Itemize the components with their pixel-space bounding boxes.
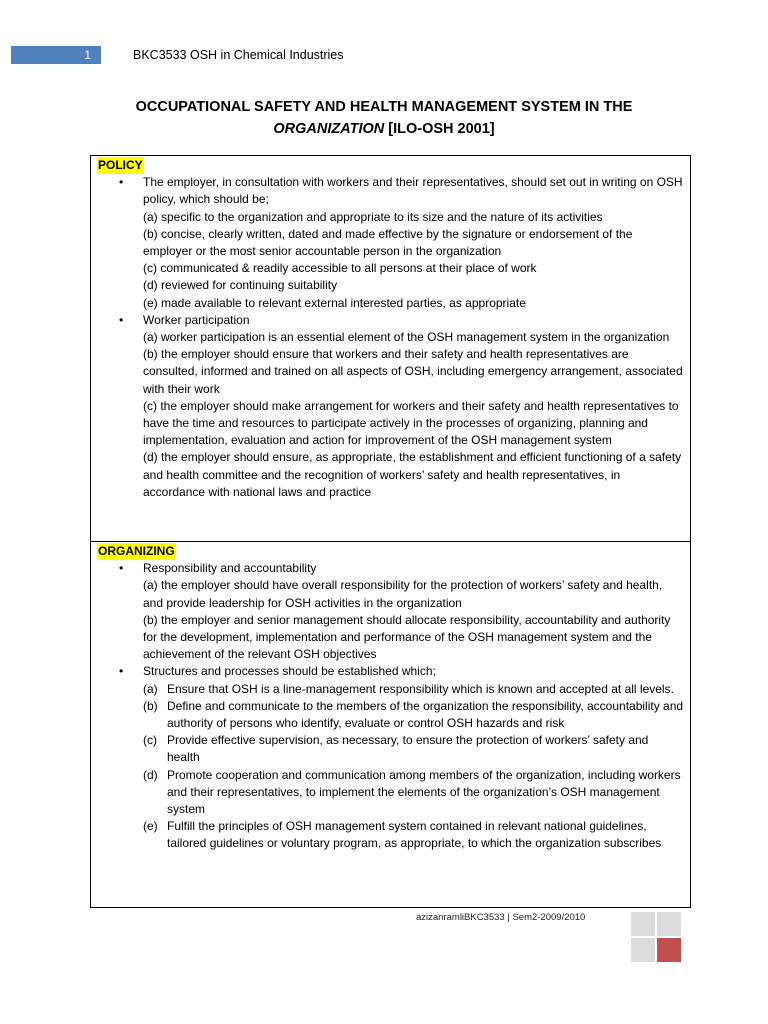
list-letter: (e) [143, 819, 158, 834]
organizing-item-text: Fulfill the principles of OSH management system contained in relevant national guidelines, tailored guidelines or voluntary program, as appropriate, to which the organization subscribes [167, 819, 662, 851]
organizing-label: ORGANIZING [97, 543, 176, 560]
bullet-icon: • [119, 664, 124, 679]
policy-section [91, 156, 690, 542]
organizing-text: Responsibility and accountability [143, 561, 317, 576]
list-item [143, 681, 684, 698]
policy-text: (a) worker participation is an essential element of the OSH management system in the organization [143, 330, 670, 345]
header-course-title: BKC3533 OSH in Chemical Industries [133, 48, 344, 62]
list-item [97, 312, 684, 501]
footer-decor-square [657, 912, 681, 936]
content-table [90, 155, 691, 908]
list-letter: (c) [143, 733, 157, 748]
organizing-text: (a) the employer should have overall responsibility for the protection of workers’ safety and health, and provide leadership for OSH activities in the organization [143, 578, 663, 610]
policy-text: (d) the employer should ensure, as appropriate, the establishment and efficient functioning of a safety and health committee and the recognition of workers’ safety and health representatives, in accordance with national laws and practice [143, 450, 682, 499]
footer-decor-square-red [657, 938, 681, 962]
organizing-bullet-list [97, 560, 684, 852]
title-line-2-rest: [ILO-OSH 2001] [384, 121, 495, 137]
organizing-item-text: Provide effective supervision, as necessary, to ensure the protection of workers’ safety and health [167, 733, 649, 765]
list-letter: (a) [143, 681, 158, 696]
policy-text: (d) reviewed for continuing suitability [143, 278, 338, 293]
list-item [97, 174, 684, 312]
organizing-intro: Structures and processes should be established which; [143, 664, 436, 679]
policy-text: (c) communicated & readily accessible to all persons at their place of work [143, 261, 537, 276]
policy-text: (e) made available to relevant external interested parties, as appropriate [143, 295, 526, 310]
list-letter: (d) [143, 767, 158, 782]
page-number: 1 [84, 48, 91, 62]
policy-text: Worker participation [143, 312, 250, 327]
page-number-box [11, 46, 101, 64]
bullet-icon: • [119, 561, 124, 576]
list-item [97, 663, 684, 852]
list-item [143, 698, 684, 732]
bullet-icon: • [119, 312, 124, 327]
policy-text: (c) the employer should make arrangement for workers and their safety and health representatives to have the time and resources to participate actively in the processes of organizing, planning and implementation, evaluation and action for improvement of the OSH management system [143, 398, 679, 448]
policy-text: (b) concise, clearly written, dated and made effective by the signature or endorsement of the employer or the most senior accountable person in the organization [143, 226, 633, 259]
title-line-1: OCCUPATIONAL SAFETY AND HEALTH MANAGEMENT SYSTEM IN THE [135, 99, 633, 115]
policy-text: (a) specific to the organization and appropriate to its size and the nature of its activities [143, 209, 603, 224]
list-letter: (b) [143, 698, 158, 713]
policy-text: The employer, in consultation with workers and their representatives, should set out in writing on OSH policy, which should be; [143, 175, 683, 207]
organizing-item-text: Define and communicate to the members of the organization the responsibility, accountability and authority of persons who identify, evaluate or control OSH hazards and risk [167, 698, 684, 731]
policy-text: (b) the employer should ensure that workers and their safety and health representatives are consulted, informed and trained on all aspects of OSH, including emergency arrangement, associated with their work [143, 347, 683, 396]
organizing-item-text: Ensure that OSH is a line-management responsibility which is known and accepted at all levels. [167, 681, 674, 696]
title-italic-word: ORGANIZATION [273, 121, 385, 137]
list-item [143, 767, 684, 819]
organizing-lettered-list [143, 681, 684, 853]
footer-decor-square [631, 938, 655, 962]
list-item [97, 560, 684, 663]
organizing-text: (b) the employer and senior management should allocate responsibility, accountability and authority for the development, implementation and performance of the OSH management system and the achievement of the relevant OSH objectives [143, 612, 671, 662]
bullet-icon: • [119, 175, 124, 190]
footer-text: azizanramliBKC3533 | Sem2-2009/2010 [416, 912, 586, 923]
organizing-section [91, 542, 690, 906]
document-title [0, 96, 768, 140]
policy-bullet-list [97, 174, 684, 501]
title-line-2 [0, 118, 768, 140]
policy-label: POLICY [97, 157, 144, 174]
organizing-item-text: Promote cooperation and communication among members of the organization, including workers and their representatives, to implement the elements of the organization’s OSH management system [167, 767, 681, 817]
list-item [143, 732, 684, 766]
list-item [143, 818, 684, 852]
footer-decor-square [631, 912, 655, 936]
